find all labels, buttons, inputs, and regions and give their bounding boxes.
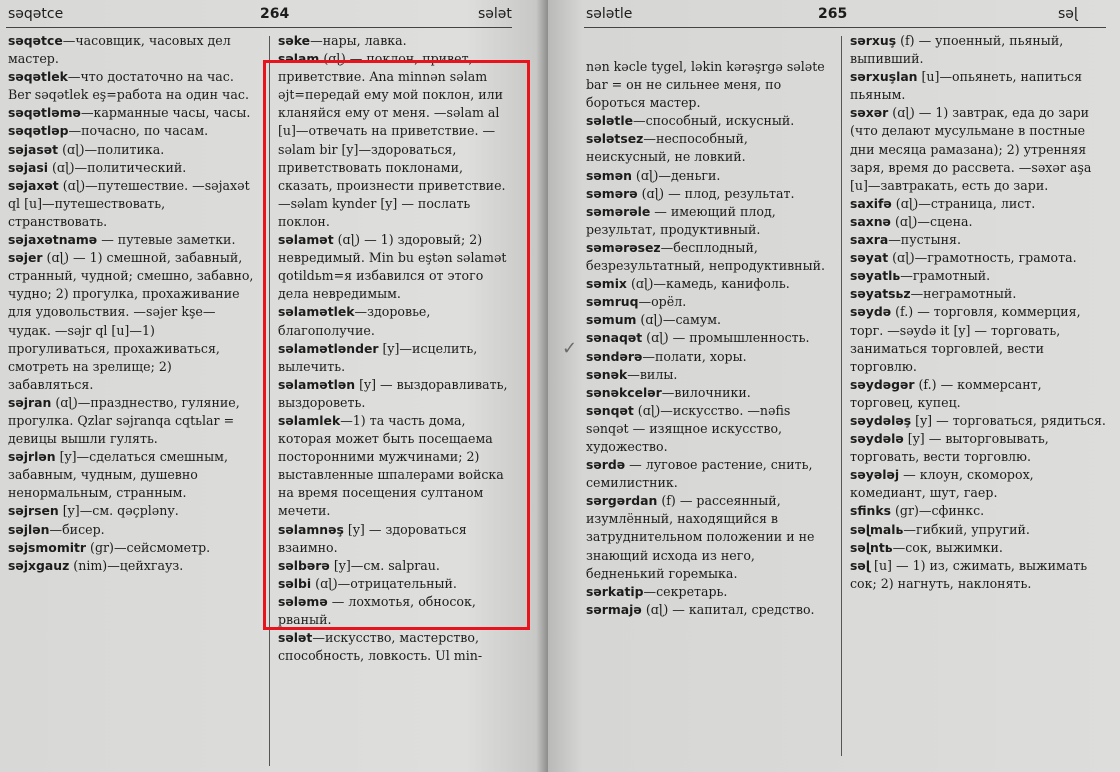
entry-definition: — путевые заметки. — [97, 232, 236, 248]
entry-headword: sələtle — [586, 113, 634, 129]
entry-definition: [y]—см. qəçplənу. — [58, 503, 179, 519]
entry-definition: (f.) — коммерсант, торговец, купец. — [850, 376, 1042, 410]
dictionary-entry — [850, 502, 1108, 520]
entry-headword: sənəkcelər — [586, 384, 662, 400]
dictionary-entry — [850, 430, 1108, 466]
dictionary-entry — [850, 521, 1108, 539]
entry-definition: —неспособный, неискусный, не ловкий. — [586, 131, 748, 165]
entry-headword: səyatsьz — [850, 286, 911, 302]
dictionary-entry — [850, 376, 1108, 412]
entry-headword: sələmə — [278, 593, 328, 609]
entry-definition: (ɑɭ) — поклон, привет, приветствие. Ana minnən səlam əjt=передай ему мой поклон, или кланяйся ему от меня. —səlam al [u]—отвечать на приветствие. —səlam bir [y]—здороваться, приветствовать поклонами, сказать, произнести приветствие. —səlam kynder [y] — послать поклон. — [278, 51, 506, 229]
entry-headword: səɭ — [850, 557, 871, 573]
entry-headword: saxifə — [850, 195, 892, 211]
entry-definition: —вилы. — [627, 366, 678, 382]
entry-definition: —здоровье, благополучие. — [278, 304, 431, 338]
entry-headword: sərdə — [586, 457, 626, 473]
entry-definition: —гибкий, упругий. — [903, 521, 1030, 537]
dictionary-entry — [586, 601, 834, 619]
entry-definition: —неграмотный. — [910, 286, 1017, 302]
entry-definition: (gr)—сейсмометр. — [86, 539, 211, 555]
entry-definition: [y]—исцелить, вылечить. — [278, 340, 478, 374]
dictionary-entry — [8, 502, 258, 520]
header-rule — [584, 27, 1106, 28]
entry-headword: səjsmomitr — [8, 539, 87, 555]
dictionary-entry — [586, 167, 834, 185]
entry-headword: səmən — [586, 167, 632, 183]
dictionary-entry — [278, 575, 516, 593]
entry-headword: səjran — [8, 394, 52, 410]
entry-definition: —карманные часы, часы. — [80, 105, 251, 121]
entry-headword: səqətce — [8, 33, 63, 48]
left-running-head-end: sələt — [478, 6, 512, 22]
left-running-head-start: səqətce — [8, 6, 64, 22]
dictionary-entry — [850, 195, 1108, 213]
dictionary-entry — [850, 285, 1108, 303]
entry-headword: səlamlek — [278, 412, 341, 428]
entry-definition: — клоун, скоморох, комедиант, шут, гаер. — [850, 467, 1034, 501]
dictionary-entry — [8, 448, 258, 502]
entry-headword: səjxgauz — [8, 557, 70, 573]
dictionary-entry — [8, 159, 258, 177]
entry-headword: səjasət — [8, 141, 59, 157]
dictionary-entry — [278, 593, 516, 629]
entry-definition: (ɑɭ) — 1) здоровый; 2) невредимый. Min bu eştən səlamət qotildьm=я избавился от этого дела невредимым. — [278, 232, 507, 302]
dictionary-entry — [850, 231, 1108, 249]
right-page-column-1 — [586, 58, 834, 619]
entry-headword: səlam — [278, 51, 320, 67]
entry-headword: səqətləmə — [8, 105, 81, 121]
entry-headword: səydəgər — [850, 376, 915, 392]
entry-headword: səjrsen — [8, 503, 59, 519]
entry-headword: səjer — [8, 250, 43, 266]
dictionary-entry — [8, 231, 258, 249]
entry-headword: səmix — [586, 276, 627, 292]
dictionary-entry — [586, 384, 834, 402]
entry-definition: —орёл. — [638, 294, 687, 310]
entry-headword: sərgərdan — [586, 493, 658, 509]
entry-definition: [y] — здороваться взаимно. — [278, 521, 467, 555]
entry-definition: —сок, выжимки. — [892, 539, 1003, 555]
dictionary-entry — [8, 177, 258, 231]
right-running-head-start: sələtle — [586, 6, 633, 22]
entry-headword: səjrlən — [8, 449, 56, 465]
entry-headword: sərxuş — [850, 33, 897, 48]
right-running-head-end: səɭ — [1058, 6, 1078, 22]
entry-definition: —бесплодный, безрезультатный, непродуктивный. — [586, 239, 825, 274]
entry-definition: [y]—см. salprau. — [329, 557, 440, 573]
entry-definition: [u]—опьянеть, напиться пьяным. — [850, 69, 1083, 103]
dictionary-entry — [278, 629, 516, 665]
entry-headword: səydə — [850, 304, 892, 320]
entry-definition: (ɑɭ)—грамотность, грамота. — [888, 250, 1077, 266]
column-rule — [841, 36, 842, 756]
right-page — [548, 0, 1120, 772]
dictionary-entry — [586, 293, 834, 311]
dictionary-entry — [8, 32, 258, 68]
dictionary-entry — [278, 521, 516, 557]
entry-definition: [y] — торговаться, рядиться. — [911, 412, 1106, 428]
entry-headword: səlamətlənder — [278, 340, 379, 356]
entry-headword: sələt — [278, 630, 313, 646]
entry-definition: —что достаточно на час. Вer səqətlek eş=работа на один час. — [8, 69, 249, 103]
dictionary-entry — [8, 394, 258, 448]
dictionary-entry — [8, 249, 258, 394]
dictionary-entry — [586, 348, 834, 366]
entry-definition: —вилочники. — [661, 384, 751, 400]
entry-definition: —грамотный. — [900, 268, 991, 284]
left-page-column-2 — [278, 32, 516, 665]
dictionary-entry — [8, 68, 258, 104]
entry-definition: (ɑɭ)—деньги. — [631, 167, 721, 183]
dictionary-entry — [8, 521, 258, 539]
left-page-number: 264 — [260, 6, 290, 22]
entry-headword: səydələ — [850, 431, 904, 447]
entry-definition: (ɑɭ)—путешествие. —səjaxət ql [u]—путешествовать, странствовать. — [8, 177, 250, 229]
dictionary-entry — [850, 104, 1108, 194]
right-page-number: 265 — [818, 6, 848, 22]
entry-definition: —почасно, по часам. — [68, 123, 209, 139]
dictionary-entry — [278, 376, 516, 412]
entry-headword: səlamət — [278, 232, 334, 248]
entry-definition: (ɑɭ)—искусство. —nəfis sənqət — изящное искусство, художество. — [586, 402, 791, 454]
entry-headword: sələtsez — [586, 131, 644, 147]
entry-definition: [u] — 1) из, сжимать, выжимать сок; 2) нагнуть, наклонять. — [850, 557, 1088, 591]
entry-definition: (ɑɭ)—камедь, канифоль. — [626, 276, 790, 292]
dictionary-entry — [8, 122, 258, 140]
dictionary-entry — [586, 203, 834, 239]
entry-definition: (ɑɭ) — 1) смешной, забавный, странный, чудной; смешно, забавно, чудно; 2) прогулка, прохаживание для удовольствия. —səjer kşe—чудак. —səjr ql [u]—1) прогуливаться, прохаживаться, смотреть на зрелище; 2) забавляться. — [8, 250, 254, 392]
entry-definition: — лохмотья, обносок, рваный. — [278, 593, 476, 627]
dictionary-entry — [850, 539, 1108, 557]
entry-headword: saxra — [850, 232, 889, 248]
entry-headword: səlamətlən — [278, 376, 356, 392]
entry-headword: səke — [278, 33, 311, 48]
entry-definition: —пустыня. — [888, 232, 961, 248]
entry-definition: (ɑɭ) — промышленность. — [642, 330, 810, 346]
dictionary-entry — [586, 402, 834, 456]
dictionary-entry — [586, 366, 834, 384]
dictionary-entry — [586, 112, 834, 130]
entry-definition: — имеющий плод, результат, продуктивный. — [586, 203, 776, 237]
entry-definition: (ɑɭ) — плод, результат. — [637, 185, 795, 201]
dictionary-entry — [850, 213, 1108, 231]
entry-definition: [y] — выторговывать, торговать, вести торговлю. — [850, 431, 1049, 465]
dictionary-entry — [850, 32, 1108, 68]
dictionary-entry — [850, 303, 1108, 375]
entry-headword: səqətləp — [8, 123, 69, 139]
entry-definition: — луговое растение, снить, семилистник. — [586, 457, 813, 491]
dictionary-entry — [586, 130, 834, 166]
dictionary-entry — [8, 539, 258, 557]
dictionary-entry — [850, 412, 1108, 430]
entry-headword: sfinks — [850, 503, 891, 519]
entry-definition: —секретарь. — [643, 583, 728, 599]
entry-definition: —полати, хоры. — [642, 348, 747, 364]
entry-definition: —бисер. — [49, 521, 105, 537]
entry-headword: səyat — [850, 250, 889, 266]
entry-definition: (ɑɭ) — 1) завтрак, еда до зари (что делают мусульмане в постные дни месяца рамазана); 2) утренняя заря, время до рассвета. —səxər aşa [u]—завтракать, есть до зари. — [850, 105, 1092, 193]
entry-definition: (ɑɭ)—страница, лист. — [891, 195, 1036, 211]
entry-headword: səydələş — [850, 412, 912, 428]
entry-headword: səmum — [586, 312, 637, 328]
entry-headword: sənək — [586, 366, 628, 382]
entry-headword: səjlən — [8, 521, 50, 537]
entry-headword: səlamətlek — [278, 304, 355, 320]
entry-headword: sərxuşlan — [850, 69, 918, 85]
dictionary-entry — [586, 58, 834, 112]
dictionary-entry — [586, 311, 834, 329]
entry-definition: —способный, искусный. — [633, 113, 795, 129]
entry-headword: səlbi — [278, 575, 312, 591]
entry-definition: (f) — рассеянный, изумлённый, находящийся в затруднительном положении и не знающий исхода из него, бедненький горемыка. — [586, 493, 815, 581]
entry-headword: səjaxətnamə — [8, 232, 98, 248]
entry-definition: (ɑɭ)—политика. — [58, 141, 165, 157]
entry-definition: —искусство, мастерство, способность, ловкость. Ul min- — [278, 630, 483, 664]
dictionary-entry — [8, 104, 258, 122]
entry-headword: səlbərə — [278, 557, 330, 573]
column-rule — [269, 36, 270, 766]
entry-definition: (ɑɭ)—отрицательный. — [311, 575, 457, 591]
dictionary-entry — [278, 231, 516, 303]
dictionary-entry — [850, 466, 1108, 502]
dictionary-entry — [278, 557, 516, 575]
dictionary-entry — [586, 583, 834, 601]
left-page-column-1 — [8, 32, 258, 575]
entry-definition: (f.) — торговля, коммерция, торг. —səydə it [y] — торговать, заниматься торговлей, вести торговлю. — [850, 304, 1081, 374]
entry-headword: səyələj — [850, 467, 900, 483]
entry-headword: səyatlь — [850, 268, 901, 284]
dictionary-entry — [850, 68, 1108, 104]
entry-headword: sənaqət — [586, 330, 643, 346]
entry-headword: səmərəsez — [586, 239, 661, 255]
entry-headword: səmruq — [586, 294, 639, 310]
dictionary-entry — [586, 456, 834, 492]
entry-headword: səɭntь — [850, 539, 893, 555]
dictionary-entry — [278, 303, 516, 339]
dictionary-entry — [850, 267, 1108, 285]
entry-headword: sənqət — [586, 402, 634, 418]
entry-headword: səɭmalь — [850, 521, 904, 537]
entry-definition: (gr)—сфинкс. — [891, 503, 985, 519]
dictionary-entry — [586, 185, 834, 203]
entry-definition: —часовщик, часовых дел мастер. — [8, 33, 231, 67]
entry-definition: (ɑɭ)—сцена. — [890, 213, 973, 229]
entry-definition: (ɑɭ)—самум. — [636, 312, 722, 328]
entry-headword: səjaxət — [8, 177, 59, 193]
entry-headword: səndərə — [586, 348, 643, 364]
dictionary-entry — [586, 239, 834, 275]
entry-headword: saxnə — [850, 213, 891, 229]
right-page-column-2 — [850, 32, 1108, 593]
entry-headword: səjasi — [8, 159, 49, 175]
dictionary-entry — [586, 329, 834, 347]
left-page — [0, 0, 548, 772]
entry-definition: (ɑɭ)—празднество, гуляние, прогулка. Qzlar səjranqa cqtьlar = девицы вышли гулять. — [8, 394, 240, 447]
entry-headword: səmərə — [586, 185, 638, 201]
entry-definition: (f) — упоенный, пьяный, выпивший. — [850, 33, 1064, 67]
dictionary-entry — [586, 492, 834, 582]
entry-definition: (ɑɭ) — капитал, средство. — [641, 601, 815, 617]
entry-headword: səlamnəş — [278, 521, 344, 537]
header-rule — [6, 27, 512, 28]
dictionary-entry — [586, 275, 834, 293]
entry-definition: [y]—сделаться смешным, забавным, чудным, душевно ненормальным, странным. — [8, 449, 228, 501]
entry-headword: sərkatip — [586, 583, 644, 599]
entry-headword: sərmajə — [586, 601, 642, 617]
dictionary-entry — [278, 32, 516, 50]
pencil-check-mark: ✓ — [562, 338, 578, 359]
dictionary-entry — [8, 141, 258, 159]
dictionary-entry — [278, 340, 516, 376]
dictionary-entry — [850, 249, 1108, 267]
entry-headword: səmərəle — [586, 203, 651, 219]
entry-definition: (ɑɭ)—политический. — [48, 159, 187, 175]
entry-definition: —нары, лавка. — [310, 33, 407, 48]
entry-definition: —1) та часть дома, которая может быть посещаема посторонними мужчинами; 2) выставленные шпалерами войска на время посещения султаном мечети. — [278, 412, 504, 519]
entry-headword: səqətlek — [8, 69, 68, 85]
dictionary-entry — [278, 50, 516, 231]
entry-definition: (nim)—цейхгауз. — [69, 557, 184, 573]
dictionary-entry — [850, 557, 1108, 593]
dictionary-entry — [278, 412, 516, 521]
dictionary-entry — [8, 557, 258, 575]
entry-definition: [y] — выздоравливать, выздороветь. — [278, 376, 508, 410]
entry-definition: nən kəcle tygel, ləkin kərəşrgə sələte bar = он не сильнее меня, по бороться мастер. — [586, 59, 825, 111]
entry-headword: səxər — [850, 105, 889, 121]
